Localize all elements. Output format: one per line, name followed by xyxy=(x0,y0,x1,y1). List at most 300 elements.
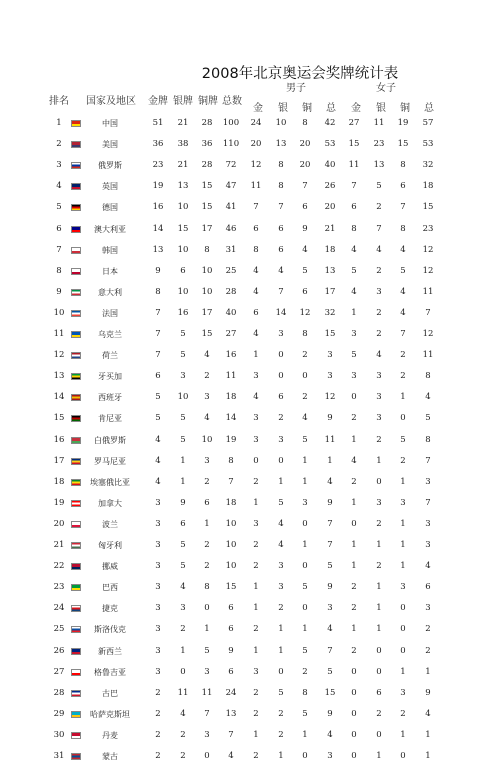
medal-count-cell: 15 xyxy=(225,582,237,593)
table-row xyxy=(0,683,500,705)
medal-count-cell: 2 xyxy=(351,645,357,656)
rank-cell: 1 xyxy=(56,118,62,128)
medal-count-cell: 6 xyxy=(253,307,259,318)
flag-icon xyxy=(71,226,81,233)
medal-count-cell: 13 xyxy=(177,181,189,192)
header-sub-6: 铜 xyxy=(400,103,410,114)
table-row xyxy=(0,366,500,388)
medal-count-cell: 1 xyxy=(302,624,308,635)
medal-count-cell: 5 xyxy=(400,434,406,445)
table-row xyxy=(0,704,500,726)
rank-cell: 27 xyxy=(53,666,65,677)
medal-count-cell: 0 xyxy=(351,687,357,698)
flag-icon xyxy=(71,542,81,549)
medal-count-cell: 3 xyxy=(327,603,333,614)
medal-count-cell: 0 xyxy=(376,729,382,740)
medal-count-cell: 6 xyxy=(228,624,234,635)
medal-count-cell: 2 xyxy=(351,476,357,487)
medal-count-cell: 6 xyxy=(204,497,210,508)
medal-count-cell: 9 xyxy=(302,223,308,234)
header-sub-5: 银 xyxy=(376,103,386,114)
header-country: 国家及地区 xyxy=(86,96,136,107)
header-sub-3: 总 xyxy=(326,103,336,114)
table-row xyxy=(0,197,500,219)
medal-count-cell: 38 xyxy=(177,139,189,150)
medal-count-cell: 4 xyxy=(327,624,333,635)
country-name: 荷兰 xyxy=(102,351,118,361)
medal-count-cell: 10 xyxy=(177,202,189,213)
table-row xyxy=(0,282,500,304)
medal-count-cell: 1 xyxy=(278,645,284,656)
country-name: 巴西 xyxy=(102,583,118,593)
flag-icon xyxy=(71,732,81,739)
table-row xyxy=(0,472,500,494)
medal-count-cell: 4 xyxy=(400,286,406,297)
flag-icon xyxy=(71,373,81,380)
medal-count-cell: 14 xyxy=(275,307,287,318)
table-row xyxy=(0,240,500,262)
flag-icon xyxy=(71,352,81,359)
medal-count-cell: 18 xyxy=(225,392,237,403)
medal-count-cell: 4 xyxy=(425,392,431,403)
medal-count-cell: 36 xyxy=(152,139,164,150)
medal-count-cell: 12 xyxy=(250,160,262,171)
medal-count-cell: 40 xyxy=(324,160,336,171)
medal-count-cell: 12 xyxy=(299,307,311,318)
rank-cell: 20 xyxy=(53,518,65,529)
medal-count-cell: 11 xyxy=(348,160,360,171)
medal-count-cell: 3 xyxy=(376,392,382,403)
header-sub-7: 总 xyxy=(424,103,434,114)
medal-count-cell: 41 xyxy=(225,202,237,213)
country-name: 新西兰 xyxy=(98,646,122,656)
medal-count-cell: 1 xyxy=(351,434,357,445)
table-row xyxy=(0,598,500,620)
medal-count-cell: 11 xyxy=(373,118,385,128)
country-name: 波兰 xyxy=(102,519,118,529)
medal-count-cell: 9 xyxy=(155,265,161,276)
rank-cell: 21 xyxy=(53,540,65,550)
medal-count-cell: 2 xyxy=(180,624,186,635)
medal-count-cell: 7 xyxy=(155,329,161,339)
medal-count-cell: 5 xyxy=(180,561,186,572)
medal-count-cell: 5 xyxy=(302,434,308,445)
country-name: 美国 xyxy=(102,140,118,150)
medal-count-cell: 1 xyxy=(351,624,357,635)
page-title: 2008年北京奥运会奖牌统计表 xyxy=(201,66,399,82)
header-men: 男子 xyxy=(286,83,306,94)
medal-count-cell: 3 xyxy=(376,286,382,297)
table-row xyxy=(0,134,500,156)
medal-count-cell: 4 xyxy=(302,244,308,255)
medal-count-cell: 2 xyxy=(278,603,284,614)
medal-count-cell: 0 xyxy=(376,476,382,487)
medal-count-cell: 7 xyxy=(425,455,431,466)
medal-count-cell: 15 xyxy=(201,181,213,192)
medal-count-cell: 0 xyxy=(351,708,357,719)
medal-count-cell: 5 xyxy=(180,413,186,424)
medal-count-cell: 1 xyxy=(351,497,357,508)
medal-count-cell: 4 xyxy=(155,455,161,466)
medal-count-cell: 16 xyxy=(152,202,164,213)
medal-count-cell: 5 xyxy=(351,350,357,361)
medal-count-cell: 7 xyxy=(155,350,161,361)
medal-count-cell: 9 xyxy=(327,582,333,593)
flag-icon xyxy=(71,331,81,338)
medal-count-cell: 4 xyxy=(180,708,186,719)
medal-count-cell: 2 xyxy=(351,582,357,593)
medal-count-cell: 17 xyxy=(201,223,213,234)
medal-count-cell: 12 xyxy=(324,392,336,403)
rank-cell: 3 xyxy=(56,160,62,171)
medal-count-cell: 5 xyxy=(302,645,308,656)
medal-count-cell: 0 xyxy=(351,518,357,529)
header-women: 女子 xyxy=(376,83,396,94)
medal-count-cell: 10 xyxy=(201,286,213,297)
medal-count-cell: 4 xyxy=(253,286,259,297)
medal-count-cell: 5 xyxy=(180,350,186,361)
table-row xyxy=(0,641,500,663)
flag-icon xyxy=(71,120,81,127)
medal-count-cell: 17 xyxy=(201,307,213,318)
medal-count-cell: 3 xyxy=(351,371,357,382)
medal-count-cell: 14 xyxy=(225,413,237,424)
medal-count-cell: 5 xyxy=(180,540,186,550)
medal-count-cell: 3 xyxy=(351,329,357,339)
medal-count-cell: 20 xyxy=(250,139,262,150)
table-row xyxy=(0,219,500,241)
medal-count-cell: 4 xyxy=(253,392,259,403)
medal-count-cell: 2 xyxy=(302,392,308,403)
medal-count-cell: 4 xyxy=(425,708,431,719)
medal-count-cell: 3 xyxy=(302,497,308,508)
medal-count-cell: 21 xyxy=(324,223,336,234)
medal-count-cell: 1 xyxy=(302,476,308,487)
medal-count-cell: 2 xyxy=(278,413,284,424)
table-row xyxy=(0,535,500,557)
medal-count-cell: 2 xyxy=(400,708,406,719)
medal-count-cell: 6 xyxy=(155,371,161,382)
rank-cell: 4 xyxy=(56,181,62,192)
table-row xyxy=(0,430,500,452)
rank-cell: 15 xyxy=(53,413,65,424)
medal-count-cell: 28 xyxy=(225,286,237,297)
medal-count-cell: 2 xyxy=(376,561,382,572)
flag-icon xyxy=(71,669,81,676)
rank-cell: 7 xyxy=(56,244,62,255)
medal-count-cell: 1 xyxy=(400,518,406,529)
medal-count-cell: 1 xyxy=(180,476,186,487)
medal-count-cell: 1 xyxy=(253,729,259,740)
medal-count-cell: 36 xyxy=(201,139,213,150)
country-name: 英国 xyxy=(102,182,118,192)
medal-count-cell: 2 xyxy=(253,540,259,550)
rank-cell: 12 xyxy=(53,350,65,361)
medal-count-cell: 2 xyxy=(155,708,161,719)
header-sub-2: 铜 xyxy=(302,103,312,114)
medal-count-cell: 2 xyxy=(376,307,382,318)
medal-count-cell: 8 xyxy=(278,181,284,192)
flag-icon xyxy=(71,415,81,422)
medal-count-cell: 3 xyxy=(155,540,161,550)
medal-count-cell: 4 xyxy=(204,413,210,424)
medal-count-cell: 2 xyxy=(204,540,210,550)
rank-cell: 17 xyxy=(53,455,65,466)
flag-icon xyxy=(71,247,81,254)
medal-count-cell: 6 xyxy=(278,244,284,255)
medal-count-cell: 11 xyxy=(177,687,189,698)
medal-count-cell: 8 xyxy=(425,371,431,382)
medal-count-cell: 31 xyxy=(225,244,237,255)
medal-count-cell: 0 xyxy=(302,518,308,529)
flag-icon xyxy=(71,626,81,633)
header-bronze: 铜牌 xyxy=(198,96,218,107)
medal-count-cell: 2 xyxy=(351,413,357,424)
medal-count-cell: 8 xyxy=(278,160,284,171)
rank-cell: 24 xyxy=(53,603,65,614)
country-name: 罗马尼亚 xyxy=(94,456,126,466)
flag-icon xyxy=(71,479,81,486)
medal-count-cell: 2 xyxy=(180,751,186,761)
medal-count-cell: 5 xyxy=(376,181,382,192)
medal-count-cell: 2 xyxy=(253,476,259,487)
medal-count-cell: 13 xyxy=(275,139,287,150)
rank-cell: 14 xyxy=(53,392,65,403)
medal-count-cell: 0 xyxy=(204,751,210,761)
medal-count-cell: 20 xyxy=(299,160,311,171)
table-row xyxy=(0,345,500,367)
medal-count-cell: 0 xyxy=(400,624,406,635)
medal-count-cell: 6 xyxy=(376,687,382,698)
medal-count-cell: 1 xyxy=(327,455,333,466)
table-row xyxy=(0,303,500,325)
header-gold: 金牌 xyxy=(148,96,168,107)
medal-count-cell: 1 xyxy=(253,645,259,656)
medal-count-cell: 10 xyxy=(177,392,189,403)
medal-count-cell: 25 xyxy=(225,265,237,276)
medal-count-cell: 26 xyxy=(324,181,336,192)
flag-icon xyxy=(71,394,81,401)
medal-count-cell: 3 xyxy=(253,434,259,445)
medal-count-cell: 1 xyxy=(253,350,259,361)
country-name: 中国 xyxy=(102,119,118,128)
medal-count-cell: 11 xyxy=(422,350,434,361)
medal-count-cell: 18 xyxy=(225,497,237,508)
medal-count-cell: 5 xyxy=(425,413,431,424)
rank-cell: 29 xyxy=(53,708,65,719)
medal-count-cell: 2 xyxy=(278,708,284,719)
medal-count-cell: 7 xyxy=(155,307,161,318)
rank-cell: 6 xyxy=(56,223,62,234)
medal-count-cell: 8 xyxy=(302,118,308,128)
medal-count-cell: 3 xyxy=(425,603,431,614)
flag-icon xyxy=(71,183,81,190)
medal-count-cell: 11 xyxy=(324,434,336,445)
medal-count-cell: 3 xyxy=(400,582,406,593)
medal-count-cell: 3 xyxy=(425,476,431,487)
medal-count-cell: 46 xyxy=(225,223,237,234)
medal-count-cell: 8 xyxy=(253,244,259,255)
medal-count-cell: 0 xyxy=(302,371,308,382)
country-name: 挪威 xyxy=(102,562,118,572)
medal-count-cell: 4 xyxy=(327,476,333,487)
medal-count-cell: 9 xyxy=(425,687,431,698)
medal-count-cell: 0 xyxy=(376,666,382,677)
country-name: 澳大利亚 xyxy=(94,224,126,234)
country-name: 捷克 xyxy=(102,604,118,614)
table-row xyxy=(0,387,500,409)
medal-count-cell: 10 xyxy=(225,561,237,572)
medal-count-cell: 1 xyxy=(204,518,210,529)
medal-count-cell: 4 xyxy=(400,307,406,318)
table-row xyxy=(0,408,500,430)
country-name: 蒙古 xyxy=(102,752,118,761)
medal-count-cell: 9 xyxy=(228,645,234,656)
medal-count-cell: 3 xyxy=(155,518,161,529)
medal-count-cell: 1 xyxy=(425,666,431,677)
medal-count-cell: 4 xyxy=(425,561,431,572)
table-row xyxy=(0,155,500,177)
medal-count-cell: 1 xyxy=(253,603,259,614)
country-name: 白俄罗斯 xyxy=(94,435,126,445)
medal-count-cell: 1 xyxy=(278,751,284,761)
country-name: 俄罗斯 xyxy=(98,161,122,171)
medal-count-cell: 17 xyxy=(324,286,336,297)
medal-count-cell: 2 xyxy=(155,687,161,698)
medal-count-cell: 7 xyxy=(327,518,333,529)
medal-count-cell: 10 xyxy=(201,434,213,445)
medal-count-cell: 6 xyxy=(278,392,284,403)
medal-count-cell: 3 xyxy=(400,687,406,698)
table-row xyxy=(0,514,500,536)
medal-count-cell: 19 xyxy=(225,434,237,445)
medal-count-cell: 3 xyxy=(327,350,333,361)
medal-count-cell: 1 xyxy=(400,540,406,550)
medal-count-cell: 15 xyxy=(348,139,360,150)
medal-count-cell: 3 xyxy=(155,561,161,572)
medal-count-cell: 23 xyxy=(152,160,164,171)
medal-count-cell: 0 xyxy=(302,751,308,761)
medal-count-cell: 2 xyxy=(425,624,431,635)
medal-count-cell: 3 xyxy=(155,582,161,593)
medal-count-cell: 8 xyxy=(155,286,161,297)
flag-icon xyxy=(71,204,81,211)
flag-icon xyxy=(71,690,81,697)
medal-count-cell: 0 xyxy=(351,729,357,740)
medal-count-cell: 7 xyxy=(278,202,284,213)
flag-icon xyxy=(71,268,81,275)
flag-icon xyxy=(71,141,81,148)
medal-count-cell: 2 xyxy=(376,434,382,445)
medal-count-cell: 4 xyxy=(400,244,406,255)
medal-count-cell: 12 xyxy=(422,329,434,339)
country-name: 意大利 xyxy=(98,287,122,297)
medal-count-cell: 19 xyxy=(152,181,164,192)
medal-count-cell: 9 xyxy=(327,413,333,424)
medal-count-cell: 3 xyxy=(204,455,210,466)
table-row xyxy=(0,577,500,599)
medal-count-cell: 15 xyxy=(397,139,409,150)
medal-count-cell: 8 xyxy=(204,582,210,593)
medal-count-cell: 1 xyxy=(302,455,308,466)
table-row xyxy=(0,662,500,684)
medal-count-cell: 3 xyxy=(155,497,161,508)
medal-count-cell: 1 xyxy=(376,455,382,466)
header-rank: 排名 xyxy=(49,96,69,107)
medal-count-cell: 7 xyxy=(302,181,308,192)
medal-count-cell: 6 xyxy=(253,223,259,234)
medal-count-cell: 3 xyxy=(180,371,186,382)
medal-count-cell: 4 xyxy=(278,518,284,529)
medal-count-cell: 3 xyxy=(376,371,382,382)
medal-count-cell: 5 xyxy=(278,687,284,698)
medal-count-cell: 5 xyxy=(302,708,308,719)
medal-count-cell: 4 xyxy=(376,244,382,255)
medal-count-cell: 2 xyxy=(400,455,406,466)
country-name: 牙买加 xyxy=(98,372,122,382)
medal-count-cell: 72 xyxy=(225,160,237,171)
medal-count-cell: 5 xyxy=(180,434,186,445)
medal-count-cell: 3 xyxy=(155,624,161,635)
medal-count-cell: 6 xyxy=(180,265,186,276)
medal-count-cell: 8 xyxy=(302,687,308,698)
medal-count-cell: 7 xyxy=(278,286,284,297)
medal-count-cell: 2 xyxy=(253,624,259,635)
flag-icon xyxy=(71,584,81,591)
medal-count-cell: 5 xyxy=(204,645,210,656)
rank-cell: 19 xyxy=(53,497,65,508)
medal-count-cell: 7 xyxy=(400,202,406,213)
medal-count-cell: 10 xyxy=(225,518,237,529)
rank-cell: 26 xyxy=(53,645,65,656)
medal-count-cell: 1 xyxy=(400,666,406,677)
medal-count-cell: 9 xyxy=(327,497,333,508)
medal-count-cell: 7 xyxy=(425,497,431,508)
medal-count-cell: 5 xyxy=(180,329,186,339)
medal-count-cell: 0 xyxy=(351,666,357,677)
medal-count-cell: 0 xyxy=(400,645,406,656)
medal-count-cell: 13 xyxy=(152,244,164,255)
medal-count-cell: 13 xyxy=(225,708,237,719)
table-row xyxy=(0,556,500,578)
country-name: 法国 xyxy=(102,308,118,318)
medal-count-cell: 7 xyxy=(228,729,234,740)
flag-icon xyxy=(71,648,81,655)
medal-count-cell: 10 xyxy=(201,265,213,276)
medal-count-cell: 7 xyxy=(253,202,259,213)
medal-count-cell: 6 xyxy=(302,202,308,213)
medal-count-cell: 19 xyxy=(397,118,409,128)
medal-count-cell: 0 xyxy=(376,645,382,656)
medal-count-cell: 8 xyxy=(351,223,357,234)
medal-count-cell: 0 xyxy=(278,455,284,466)
medal-count-cell: 21 xyxy=(177,160,189,171)
medal-count-cell: 18 xyxy=(324,244,336,255)
medal-count-cell: 3 xyxy=(400,497,406,508)
medal-count-cell: 10 xyxy=(177,244,189,255)
medal-count-cell: 4 xyxy=(155,434,161,445)
medal-count-cell: 15 xyxy=(201,329,213,339)
medal-count-cell: 1 xyxy=(180,645,186,656)
medal-count-cell: 3 xyxy=(425,518,431,529)
medal-count-cell: 3 xyxy=(425,540,431,550)
medal-count-cell: 11 xyxy=(225,371,237,382)
country-name: 埃塞俄比亚 xyxy=(90,477,130,487)
medal-count-cell: 3 xyxy=(155,666,161,677)
medal-count-cell: 5 xyxy=(400,265,406,276)
medal-count-cell: 4 xyxy=(278,540,284,550)
table-row xyxy=(0,493,500,515)
